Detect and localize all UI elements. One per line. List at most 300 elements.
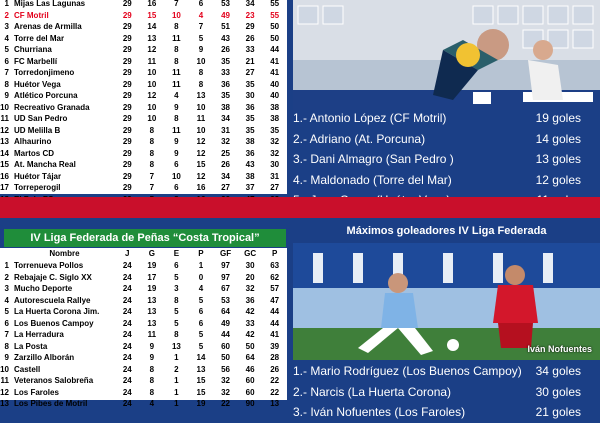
stat-cell: 8 (149, 148, 155, 158)
stat-cell: 32 (221, 137, 230, 146)
stat-cell: 8 (149, 137, 155, 146)
table-row (0, 21, 287, 33)
stat-cell: 11 (172, 125, 181, 135)
team-cell: Churriana (14, 45, 52, 54)
stat-cell: 1 (174, 399, 179, 408)
team-cell: UD San Pedro (14, 114, 68, 123)
stat-cell: 43 (245, 160, 255, 169)
stat-cell: 64 (245, 353, 255, 362)
football-action-photo (293, 0, 600, 110)
stat-cell: 50 (221, 353, 230, 362)
stat-cell: 27 (270, 183, 280, 192)
stat-cell: 44 (270, 318, 280, 328)
stat-cell: 60 (245, 376, 255, 385)
stat-cell: 29 (122, 68, 132, 77)
stat-cell: 26 (221, 160, 230, 169)
stat-cell: 30 (245, 91, 255, 100)
scorer-item (293, 108, 595, 129)
stat-cell: 13 (147, 33, 157, 43)
stat-cell: 43 (221, 33, 230, 43)
stat-cell: 6 (174, 183, 179, 192)
stat-cell: 57 (270, 284, 280, 293)
stat-cell: 10 (147, 114, 157, 123)
standings-table-bottom (0, 248, 287, 408)
scorer-item (293, 170, 595, 191)
stat-cell: 41 (270, 330, 280, 339)
stat-cell: 14 (147, 22, 157, 31)
stat-cell: 38 (245, 137, 255, 146)
stat-cell: 27 (221, 183, 230, 192)
stat-cell: 29 (122, 148, 132, 158)
stat-cell: 22 (270, 376, 280, 385)
stat-cell: 10 (147, 79, 157, 89)
table-row (0, 113, 287, 125)
section-divider (0, 197, 600, 218)
table-row (0, 318, 287, 330)
stat-cell: 10 (147, 102, 157, 112)
stat-cell: 8 (149, 376, 155, 385)
header-cell: P (272, 249, 278, 258)
stat-cell: 29 (122, 45, 132, 54)
stat-cell: 10 (196, 56, 206, 66)
stat-cell: 33 (245, 318, 255, 328)
scorer-item (293, 129, 595, 150)
table-row (0, 136, 287, 148)
stat-cell: 24 (122, 284, 132, 293)
stat-cell: 19 (147, 261, 157, 270)
position-cell: 9 (4, 91, 9, 100)
header-cell: P (198, 249, 204, 258)
stat-cell: 15 (196, 387, 206, 397)
stat-cell: 11 (172, 79, 181, 89)
team-cell: Rebajaje C. Siglo XX (14, 272, 92, 282)
table-row (0, 67, 287, 79)
stat-cell: 9 (174, 148, 179, 158)
stat-cell: 29 (122, 160, 132, 169)
scorer-item (293, 382, 595, 403)
table-row (0, 79, 287, 91)
stat-cell: 28 (270, 353, 280, 362)
scorer-name: 2.- Narcis (La Huerta Corona) (293, 384, 452, 399)
table-row (0, 44, 287, 56)
table-row (0, 352, 287, 364)
standings-body (0, 0, 287, 205)
stat-cell: 14 (196, 353, 206, 362)
position-cell: 15 (0, 160, 9, 169)
team-cell: Huétor Tájar (14, 171, 62, 181)
table-row (0, 159, 287, 171)
stat-cell: 13 (147, 295, 157, 305)
stat-cell: 32 (270, 148, 280, 158)
stat-cell: 4 (174, 91, 179, 100)
stat-cell: 11 (172, 33, 181, 43)
stat-cell: 29 (122, 0, 132, 8)
stat-cell: 29 (122, 33, 132, 43)
stat-cell: 8 (149, 387, 155, 397)
position-cell: 12 (0, 387, 9, 397)
scorer-goals: 34 goles (535, 364, 581, 378)
scorer-goals: 12 goles (535, 172, 581, 187)
team-cell: Torrenueva Pollos (14, 261, 84, 270)
stat-cell: 6 (174, 261, 179, 270)
stat-cell: 11 (196, 114, 206, 123)
stat-cell: 8 (149, 364, 155, 374)
stat-cell: 1 (174, 387, 179, 397)
stat-cell: 13 (147, 318, 157, 328)
team-cell: La Huerta Corona Jim. (14, 307, 100, 316)
table-row (0, 90, 287, 102)
scorer-name: 1.- Mario Rodríguez (Los Buenos Campoy) (293, 364, 522, 378)
team-cell: Torreperogil (14, 183, 61, 192)
position-cell: 13 (0, 399, 9, 408)
position-cell: 11 (0, 376, 9, 385)
table-row (0, 375, 287, 387)
stat-cell: 6 (174, 160, 179, 169)
scorer-name: 4.- Maldonado (Torre del Mar) (293, 172, 452, 187)
stat-cell: 47 (270, 295, 280, 305)
position-cell: 8 (4, 341, 9, 351)
team-cell: Martos CD (14, 148, 55, 158)
stat-cell: 8 (149, 125, 155, 135)
stat-cell: 13 (196, 91, 206, 100)
stat-cell: 42 (245, 330, 255, 339)
stat-cell: 37 (245, 183, 255, 192)
position-cell: 17 (0, 183, 9, 192)
stat-cell: 50 (270, 22, 280, 31)
stat-cell: 31 (270, 171, 280, 181)
stat-cell: 19 (147, 284, 157, 293)
stat-cell: 24 (122, 318, 132, 328)
stat-cell: 7 (198, 22, 204, 31)
stat-cell: 51 (221, 22, 230, 31)
stat-cell: 53 (221, 0, 230, 8)
stat-cell: 36 (245, 295, 255, 305)
header-cell: G (148, 249, 155, 258)
stat-cell: 26 (221, 45, 230, 54)
team-cell: CF Motril (14, 10, 49, 20)
stat-cell: 41 (270, 68, 280, 77)
stat-cell: 35 (270, 125, 280, 135)
stat-cell: 35 (245, 125, 255, 135)
position-cell: 10 (0, 102, 9, 112)
stat-cell: 9 (174, 102, 179, 112)
team-cell: Los Pibes de Motril (14, 399, 88, 408)
scorer-item (293, 149, 595, 170)
position-cell: 9 (4, 353, 9, 362)
stat-cell: 11 (147, 330, 157, 339)
stat-cell: 38 (221, 102, 230, 112)
stat-cell: 1 (174, 353, 179, 362)
stat-cell: 19 (196, 399, 206, 408)
stat-cell: 6 (198, 0, 204, 8)
stat-cell: 41 (270, 56, 280, 66)
stat-cell: 32 (221, 376, 230, 385)
position-cell: 8 (4, 79, 9, 89)
stat-cell: 24 (122, 376, 132, 385)
scorer-goals: 30 goles (535, 384, 581, 399)
table-row (0, 272, 287, 284)
photo-credit: Iván Nofuentes (527, 344, 592, 354)
position-cell: 3 (4, 284, 9, 293)
team-cell: Mijas Las Lagunas (14, 0, 86, 8)
table-header-row (0, 248, 287, 260)
team-cell: FC Marbellí (14, 56, 58, 66)
team-cell: Autorescuela Rallye (14, 295, 91, 305)
table-row (0, 306, 287, 318)
stat-cell: 97 (221, 272, 230, 282)
position-cell: 1 (4, 0, 9, 8)
stat-cell: 60 (245, 387, 255, 397)
stat-cell: 50 (245, 341, 255, 351)
stat-cell: 5 (198, 33, 204, 43)
position-cell: 10 (0, 364, 9, 374)
stat-cell: 5 (198, 330, 204, 339)
team-cell: Torredonjimeno (14, 68, 75, 77)
position-cell: 6 (4, 318, 9, 328)
header-cell: J (125, 249, 130, 258)
scorer-name: 3.- Iván Nofuentes (Los Faroles) (293, 405, 466, 419)
position-cell: 5 (4, 45, 9, 54)
table-row (0, 182, 287, 194)
team-cell: Alhaurino (14, 137, 52, 146)
stat-cell: 32 (221, 387, 230, 397)
stat-cell: 55 (270, 10, 280, 20)
stat-cell: 44 (221, 330, 230, 339)
stat-cell: 49 (221, 318, 230, 328)
stat-cell: 8 (174, 114, 179, 123)
table-row (0, 148, 287, 160)
stat-cell: 32 (245, 284, 255, 293)
position-cell: 16 (0, 171, 9, 181)
stat-cell: 13 (171, 341, 181, 351)
stat-cell: 36 (245, 148, 255, 158)
stat-cell: 12 (196, 171, 206, 181)
scorers-title: Máximos goleadores IV Liga Federada (346, 225, 547, 237)
stat-cell: 29 (122, 114, 132, 123)
stat-cell: 20 (245, 272, 255, 282)
stat-cell: 5 (198, 341, 204, 351)
stat-cell: 9 (149, 341, 155, 351)
scorer-name: 2.- Adriano (At. Porcuna) (293, 131, 426, 146)
header-cell: GC (244, 249, 257, 258)
stat-cell: 90 (245, 399, 255, 408)
stat-cell: 3 (174, 284, 179, 293)
position-cell: 2 (4, 272, 9, 282)
stat-cell: 38 (245, 171, 255, 181)
stat-cell: 9 (149, 353, 155, 362)
stat-cell: 35 (221, 91, 230, 100)
stat-cell: 10 (171, 10, 181, 20)
stat-cell: 10 (196, 102, 206, 112)
stat-cell: 38 (270, 102, 280, 112)
stat-cell: 0 (198, 272, 204, 282)
stat-cell: 24 (122, 307, 132, 316)
stat-cell: 29 (122, 22, 132, 31)
team-cell: Los Buenos Campoy (14, 318, 94, 328)
stat-cell: 24 (122, 295, 132, 305)
stat-cell: 49 (221, 10, 230, 20)
stat-cell: 46 (245, 364, 255, 374)
stat-cell: 8 (174, 330, 179, 339)
stat-cell: 27 (245, 68, 255, 77)
stat-cell: 7 (149, 183, 155, 192)
stat-cell: 40 (270, 79, 280, 89)
table-row (0, 260, 287, 272)
stat-cell: 32 (270, 137, 280, 146)
team-cell: Huétor Vega (14, 79, 61, 89)
stat-cell: 26 (245, 33, 255, 43)
header-cell: Nombre (49, 249, 80, 258)
position-cell: 12 (0, 125, 9, 135)
stat-cell: 29 (122, 102, 132, 112)
table-row (0, 341, 287, 353)
position-cell: 14 (0, 148, 9, 158)
stat-cell: 1 (198, 261, 204, 270)
scorer-goals: 21 goles (535, 405, 581, 419)
table-row (0, 0, 287, 10)
stat-cell: 42 (245, 307, 255, 316)
stat-cell: 29 (122, 91, 132, 100)
stat-cell: 97 (221, 261, 230, 270)
stat-cell: 34 (221, 171, 230, 181)
stat-cell: 7 (174, 0, 179, 8)
stat-cell: 29 (122, 171, 132, 181)
standings-table-top (0, 0, 287, 194)
table-row (0, 364, 287, 376)
stat-cell: 53 (221, 295, 230, 305)
stat-cell: 24 (122, 341, 132, 351)
team-cell: Castell (14, 364, 41, 374)
stat-cell: 12 (196, 137, 206, 146)
scorer-goals: 14 goles (535, 131, 581, 146)
stat-cell: 22 (221, 399, 230, 408)
team-cell: Arenas de Armilla (14, 22, 82, 31)
team-cell: Veteranos Salobreña (14, 376, 94, 385)
stat-cell: 30 (270, 160, 280, 169)
table-row (0, 56, 287, 68)
scorer-goals: 13 goles (535, 152, 581, 166)
stat-cell: 13 (270, 399, 280, 408)
stat-cell: 26 (270, 364, 280, 374)
stat-cell: 4 (198, 284, 204, 293)
team-cell: Mucho Deporte (14, 284, 73, 293)
stat-cell: 39 (270, 341, 280, 351)
stat-cell: 4 (149, 399, 155, 408)
position-cell: 7 (4, 68, 9, 77)
table-row (0, 329, 287, 341)
team-cell: Zarzillo Alborán (14, 353, 75, 362)
stat-cell: 11 (147, 56, 157, 66)
stat-cell: 1 (174, 376, 179, 385)
stat-cell: 24 (122, 261, 132, 270)
stat-cell: 31 (221, 125, 230, 135)
table-row (0, 398, 287, 410)
stat-cell: 8 (149, 160, 155, 169)
stat-cell: 24 (122, 399, 132, 408)
scorer-goals: 19 goles (535, 111, 581, 125)
stat-cell: 12 (196, 148, 206, 158)
stat-cell: 8 (174, 56, 179, 66)
stat-cell: 6 (198, 307, 204, 316)
header-cell (0, 248, 12, 260)
stat-cell: 24 (122, 330, 132, 339)
table-row (0, 283, 287, 295)
position-cell: 4 (4, 33, 9, 43)
stat-cell: 29 (122, 10, 132, 20)
stat-cell: 64 (221, 307, 230, 316)
stat-cell: 63 (270, 261, 280, 270)
football-action-photo (293, 243, 600, 360)
stat-cell: 34 (245, 0, 255, 8)
stat-cell: 50 (270, 33, 280, 43)
stat-cell: 8 (174, 295, 179, 305)
stat-cell: 17 (147, 272, 157, 282)
position-cell: 2 (4, 10, 9, 20)
stat-cell: 36 (245, 102, 255, 112)
top-scorers-list (293, 108, 595, 211)
position-cell: 13 (0, 137, 9, 146)
stat-cell: 29 (122, 137, 132, 146)
position-cell: 5 (4, 307, 9, 316)
stat-cell: 15 (147, 10, 157, 20)
stat-cell: 13 (147, 307, 157, 316)
stat-cell: 29 (122, 79, 132, 89)
stat-cell: 6 (198, 318, 204, 328)
table-row (0, 171, 287, 183)
position-cell: 3 (4, 22, 9, 31)
stat-cell: 38 (270, 114, 280, 123)
team-cell: Atlético Porcuna (14, 91, 78, 100)
team-cell: La Herradura (14, 330, 64, 339)
standings-body (0, 260, 287, 410)
stat-cell: 29 (122, 56, 132, 66)
table-row (0, 125, 287, 137)
stat-cell: 13 (196, 364, 206, 374)
standings-header (0, 248, 287, 260)
team-cell: Torre del Mar (14, 33, 65, 43)
match-photo-top (293, 0, 600, 110)
stat-cell: 62 (270, 272, 280, 282)
position-cell: 6 (4, 56, 9, 66)
stat-cell: 9 (198, 45, 204, 54)
stat-cell: 35 (245, 79, 255, 89)
stat-cell: 15 (196, 376, 206, 385)
stat-cell: 67 (221, 284, 230, 293)
scorer-name: 1.- Antonio López (CF Motril) (293, 111, 447, 125)
table-row (0, 33, 287, 45)
scorer-item (293, 361, 595, 382)
stat-cell: 15 (196, 160, 206, 169)
stat-cell: 21 (245, 56, 255, 66)
stat-cell: 11 (172, 68, 181, 77)
stat-cell: 60 (221, 341, 230, 351)
position-cell: 11 (0, 114, 9, 123)
stat-cell: 12 (147, 45, 157, 54)
table-row (0, 387, 287, 399)
team-cell: UD Melilla B (14, 125, 61, 135)
bottom-scorers-list (293, 361, 595, 423)
header-cell: E (173, 249, 180, 258)
stat-cell: 35 (245, 114, 255, 123)
stat-cell: 25 (221, 148, 230, 158)
stat-cell: 8 (198, 68, 204, 77)
stat-cell: 10 (171, 171, 181, 181)
stat-cell: 34 (221, 114, 230, 123)
position-cell: 7 (4, 330, 9, 339)
header-cell: GF (219, 249, 232, 258)
stat-cell: 30 (245, 261, 255, 270)
stat-cell: 16 (196, 183, 206, 192)
